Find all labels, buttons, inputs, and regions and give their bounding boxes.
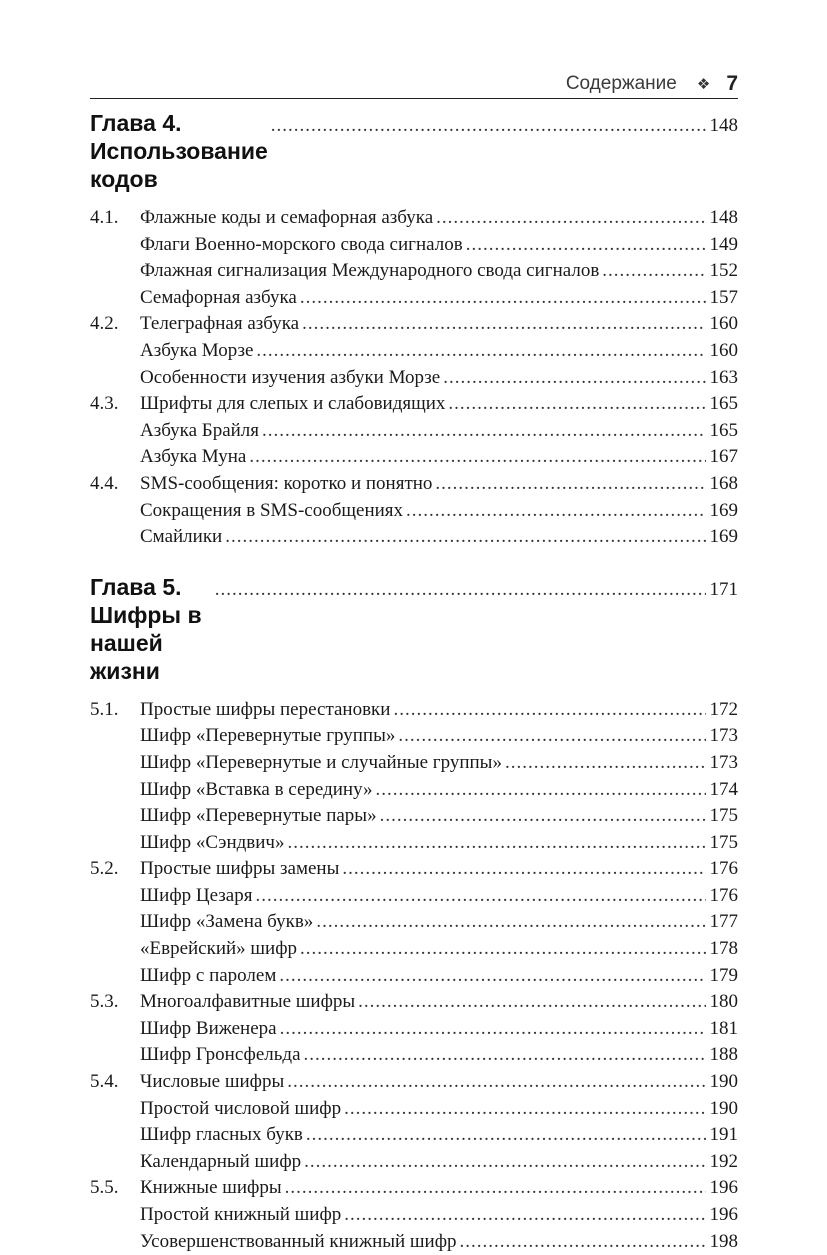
toc-subsection-entry[interactable] <box>90 936 738 963</box>
entry-page-number: 198 <box>709 1230 738 1252</box>
entry-page-number: 165 <box>709 419 738 441</box>
toc-subsection-entry[interactable] <box>90 1229 738 1255</box>
entry-page-number: 181 <box>709 1017 738 1039</box>
toc-subsection-entry[interactable] <box>90 1122 738 1149</box>
entry-page-number: 152 <box>709 260 738 282</box>
section-number: 5.4. <box>90 1071 119 1093</box>
toc-section-entry[interactable] <box>90 471 738 498</box>
entry-page-number: 160 <box>709 339 738 361</box>
section-number: 4.2. <box>90 313 119 335</box>
entry-page-number: 174 <box>709 778 738 800</box>
entry-title: Особенности изучения азбуки Морзе <box>140 366 441 388</box>
dot-leader <box>342 856 705 883</box>
header-section-title: Содержание <box>565 73 677 94</box>
toc-subsection-entry[interactable] <box>90 338 738 365</box>
toc-subsection-entry[interactable] <box>90 258 738 285</box>
dot-leader <box>304 1149 705 1176</box>
dot-leader <box>505 750 706 777</box>
entry-page-number: 176 <box>709 858 738 880</box>
entry-page-number: 176 <box>709 884 738 906</box>
entry-title: Шифр Гронсфельда <box>140 1044 301 1066</box>
chapter-heading[interactable] <box>90 573 738 685</box>
entry-title: Многоалфавитные шифры <box>140 991 356 1013</box>
dot-leader <box>380 803 706 830</box>
entry-page-number: 167 <box>709 446 738 468</box>
dot-leader <box>448 391 705 418</box>
dot-leader <box>287 1069 705 1096</box>
dot-leader <box>300 285 706 312</box>
entry-title: Телеграфная азбука <box>140 313 300 335</box>
chapter-page-number: 171 <box>709 578 738 600</box>
toc-section-entry[interactable] <box>90 1069 738 1096</box>
toc-page <box>90 70 738 1255</box>
toc-subsection-entry[interactable] <box>90 285 738 312</box>
chapter-title: Глава 5. Шифры в нашей жизни <box>90 573 202 684</box>
entry-title: Простой книжный шифр <box>140 1204 342 1225</box>
dot-leader <box>398 723 705 750</box>
entry-page-number: 173 <box>709 751 738 773</box>
toc-subsection-entry[interactable] <box>90 909 738 936</box>
entry-title: Календарный шифр <box>140 1150 302 1172</box>
section-number: 5.2. <box>90 858 119 880</box>
dot-leader <box>285 1175 706 1202</box>
entry-title: Азбука Морзе <box>140 339 254 361</box>
dot-leader <box>376 777 706 804</box>
entry-page-number: 175 <box>709 805 738 827</box>
dot-leader <box>460 1229 706 1255</box>
entry-title: Азбука Брайля <box>140 419 260 441</box>
chapter-heading[interactable] <box>90 109 738 193</box>
toc-subsection-entry[interactable] <box>90 883 738 910</box>
toc-section-entry[interactable] <box>90 205 738 232</box>
toc-subsection-entry[interactable] <box>90 524 738 551</box>
entry-title: Шифр Цезаря <box>140 884 253 906</box>
toc-section-entry[interactable] <box>90 1175 738 1202</box>
toc-subsection-entry[interactable] <box>90 498 738 525</box>
entry-page-number: 148 <box>709 207 738 228</box>
dot-leader <box>256 338 705 365</box>
dot-leader <box>436 205 705 232</box>
entry-title: Шифр «Перевернутые и случайные группы» <box>140 751 502 773</box>
toc-section-entry[interactable] <box>90 856 738 883</box>
entry-page-number: 190 <box>709 1071 738 1093</box>
chapter-page-number: 148 <box>709 115 738 136</box>
entry-page-number: 191 <box>709 1124 738 1146</box>
dot-leader <box>225 524 705 551</box>
dot-leader <box>280 1016 706 1043</box>
entry-page-number: 169 <box>709 499 738 521</box>
dot-leader <box>279 963 705 990</box>
toc-subsection-entry[interactable] <box>90 418 738 445</box>
dot-leader <box>358 989 705 1016</box>
dot-leader <box>602 258 705 285</box>
entry-title: Шифр гласных букв <box>140 1124 303 1146</box>
dot-leader <box>262 418 705 445</box>
entry-title: Сокращения в SMS-сообщениях <box>140 499 404 521</box>
toc-subsection-entry[interactable] <box>90 1016 738 1043</box>
dot-leader <box>300 936 705 963</box>
table-of-contents <box>90 109 738 1255</box>
fleuron-icon: ❖ <box>696 76 711 93</box>
entry-title: Флажная сигнализация Международного свода сигналов <box>140 260 600 282</box>
dot-leader <box>344 1202 705 1229</box>
dot-leader <box>215 576 706 604</box>
entry-page-number: 172 <box>709 698 738 720</box>
entry-title: Семафорная азбука <box>140 286 297 308</box>
entry-title: Шифр Виженера <box>140 1017 277 1039</box>
entry-page-number: 178 <box>709 938 738 960</box>
toc-section-entry[interactable] <box>90 391 738 418</box>
toc-section-entry[interactable] <box>90 311 738 338</box>
entry-title: «Еврейский» шифр <box>140 938 298 960</box>
entry-title: Простой числовой шифр <box>140 1097 342 1119</box>
toc-subsection-entry[interactable] <box>90 1096 738 1123</box>
entry-page-number: 168 <box>709 472 738 494</box>
toc-subsection-entry[interactable] <box>90 444 738 471</box>
entry-page-number: 196 <box>709 1204 738 1225</box>
dot-leader <box>393 697 705 724</box>
entry-page-number: 196 <box>709 1177 738 1199</box>
entry-title: Простые шифры перестановки <box>140 698 391 720</box>
dot-leader <box>302 311 705 338</box>
section-number: 5.1. <box>90 698 119 720</box>
toc-section-entry[interactable] <box>90 989 738 1016</box>
toc-subsection-entry[interactable] <box>90 1149 738 1176</box>
entry-page-number: 160 <box>709 313 738 335</box>
entry-title: Шифр «Перевернутые группы» <box>140 725 396 747</box>
entry-page-number: 177 <box>709 911 738 933</box>
entry-title: Усовершенствованный книжный шифр <box>140 1230 457 1252</box>
entry-title: Флажные коды и семафорная азбука <box>140 207 434 228</box>
dot-leader <box>306 1122 706 1149</box>
entry-title: Шифр «Вставка в середину» <box>140 778 373 800</box>
entry-page-number: 165 <box>709 393 738 415</box>
entry-title: Шифр «Перевернутые пары» <box>140 805 377 827</box>
dot-leader <box>435 471 705 498</box>
dot-leader <box>304 1042 706 1069</box>
entry-page-number: 169 <box>709 526 738 548</box>
section-number: 4.4. <box>90 472 119 494</box>
toc-subsection-entry[interactable] <box>90 723 738 750</box>
chapter-title: Глава 4. Использование кодов <box>90 110 268 192</box>
running-header <box>90 70 738 99</box>
dot-leader <box>288 830 706 857</box>
entry-title: Азбука Муна <box>140 446 247 468</box>
section-number: 5.3. <box>90 991 119 1013</box>
entry-title: Шифр «Замена букв» <box>140 911 314 933</box>
entry-page-number: 173 <box>709 725 738 747</box>
entry-page-number: 190 <box>709 1097 738 1119</box>
toc-subsection-entry[interactable] <box>90 1202 738 1229</box>
toc-subsection-entry[interactable] <box>90 365 738 392</box>
entry-title: Шифр «Сэндвич» <box>140 831 285 853</box>
entry-page-number: 163 <box>709 366 738 388</box>
section-number: 5.5. <box>90 1177 119 1199</box>
dot-leader <box>249 444 705 471</box>
entry-page-number: 188 <box>709 1044 738 1066</box>
toc-subsection-entry[interactable] <box>90 777 738 804</box>
entry-page-number: 179 <box>709 964 738 986</box>
dot-leader <box>443 365 705 392</box>
entry-title: Шрифты для слепых и слабовидящих <box>140 393 446 415</box>
entry-page-number: 180 <box>709 991 738 1013</box>
entry-title: Книжные шифры <box>140 1177 282 1199</box>
entry-title: Простые шифры замены <box>140 858 340 880</box>
dot-leader <box>406 498 705 525</box>
section-number: 4.1. <box>90 207 119 228</box>
entry-title: Флаги Военно-морского свода сигналов <box>140 233 463 255</box>
toc-subsection-entry[interactable] <box>90 963 738 990</box>
entry-title: Шифр с паролем <box>140 964 277 986</box>
entry-title: Числовые шифры <box>140 1071 285 1093</box>
dot-leader <box>466 232 706 259</box>
toc-subsection-entry[interactable] <box>90 750 738 777</box>
dot-leader <box>316 909 705 936</box>
entry-title: Смайлики <box>140 526 223 548</box>
dot-leader <box>255 883 705 910</box>
toc-subsection-entry[interactable] <box>90 1042 738 1069</box>
header-page-number: 7 <box>726 72 738 95</box>
entry-page-number: 175 <box>709 831 738 853</box>
toc-subsection-entry[interactable] <box>90 803 738 830</box>
dot-leader <box>271 112 706 140</box>
entry-page-number: 149 <box>709 233 738 255</box>
section-number: 4.3. <box>90 393 119 415</box>
toc-section-entry[interactable] <box>90 697 738 724</box>
entry-title: SMS-сообщения: коротко и понятно <box>140 472 433 494</box>
entry-page-number: 157 <box>709 286 738 308</box>
entry-page-number: 192 <box>709 1150 738 1172</box>
toc-subsection-entry[interactable] <box>90 830 738 857</box>
toc-subsection-entry[interactable] <box>90 232 738 259</box>
dot-leader <box>344 1096 705 1123</box>
